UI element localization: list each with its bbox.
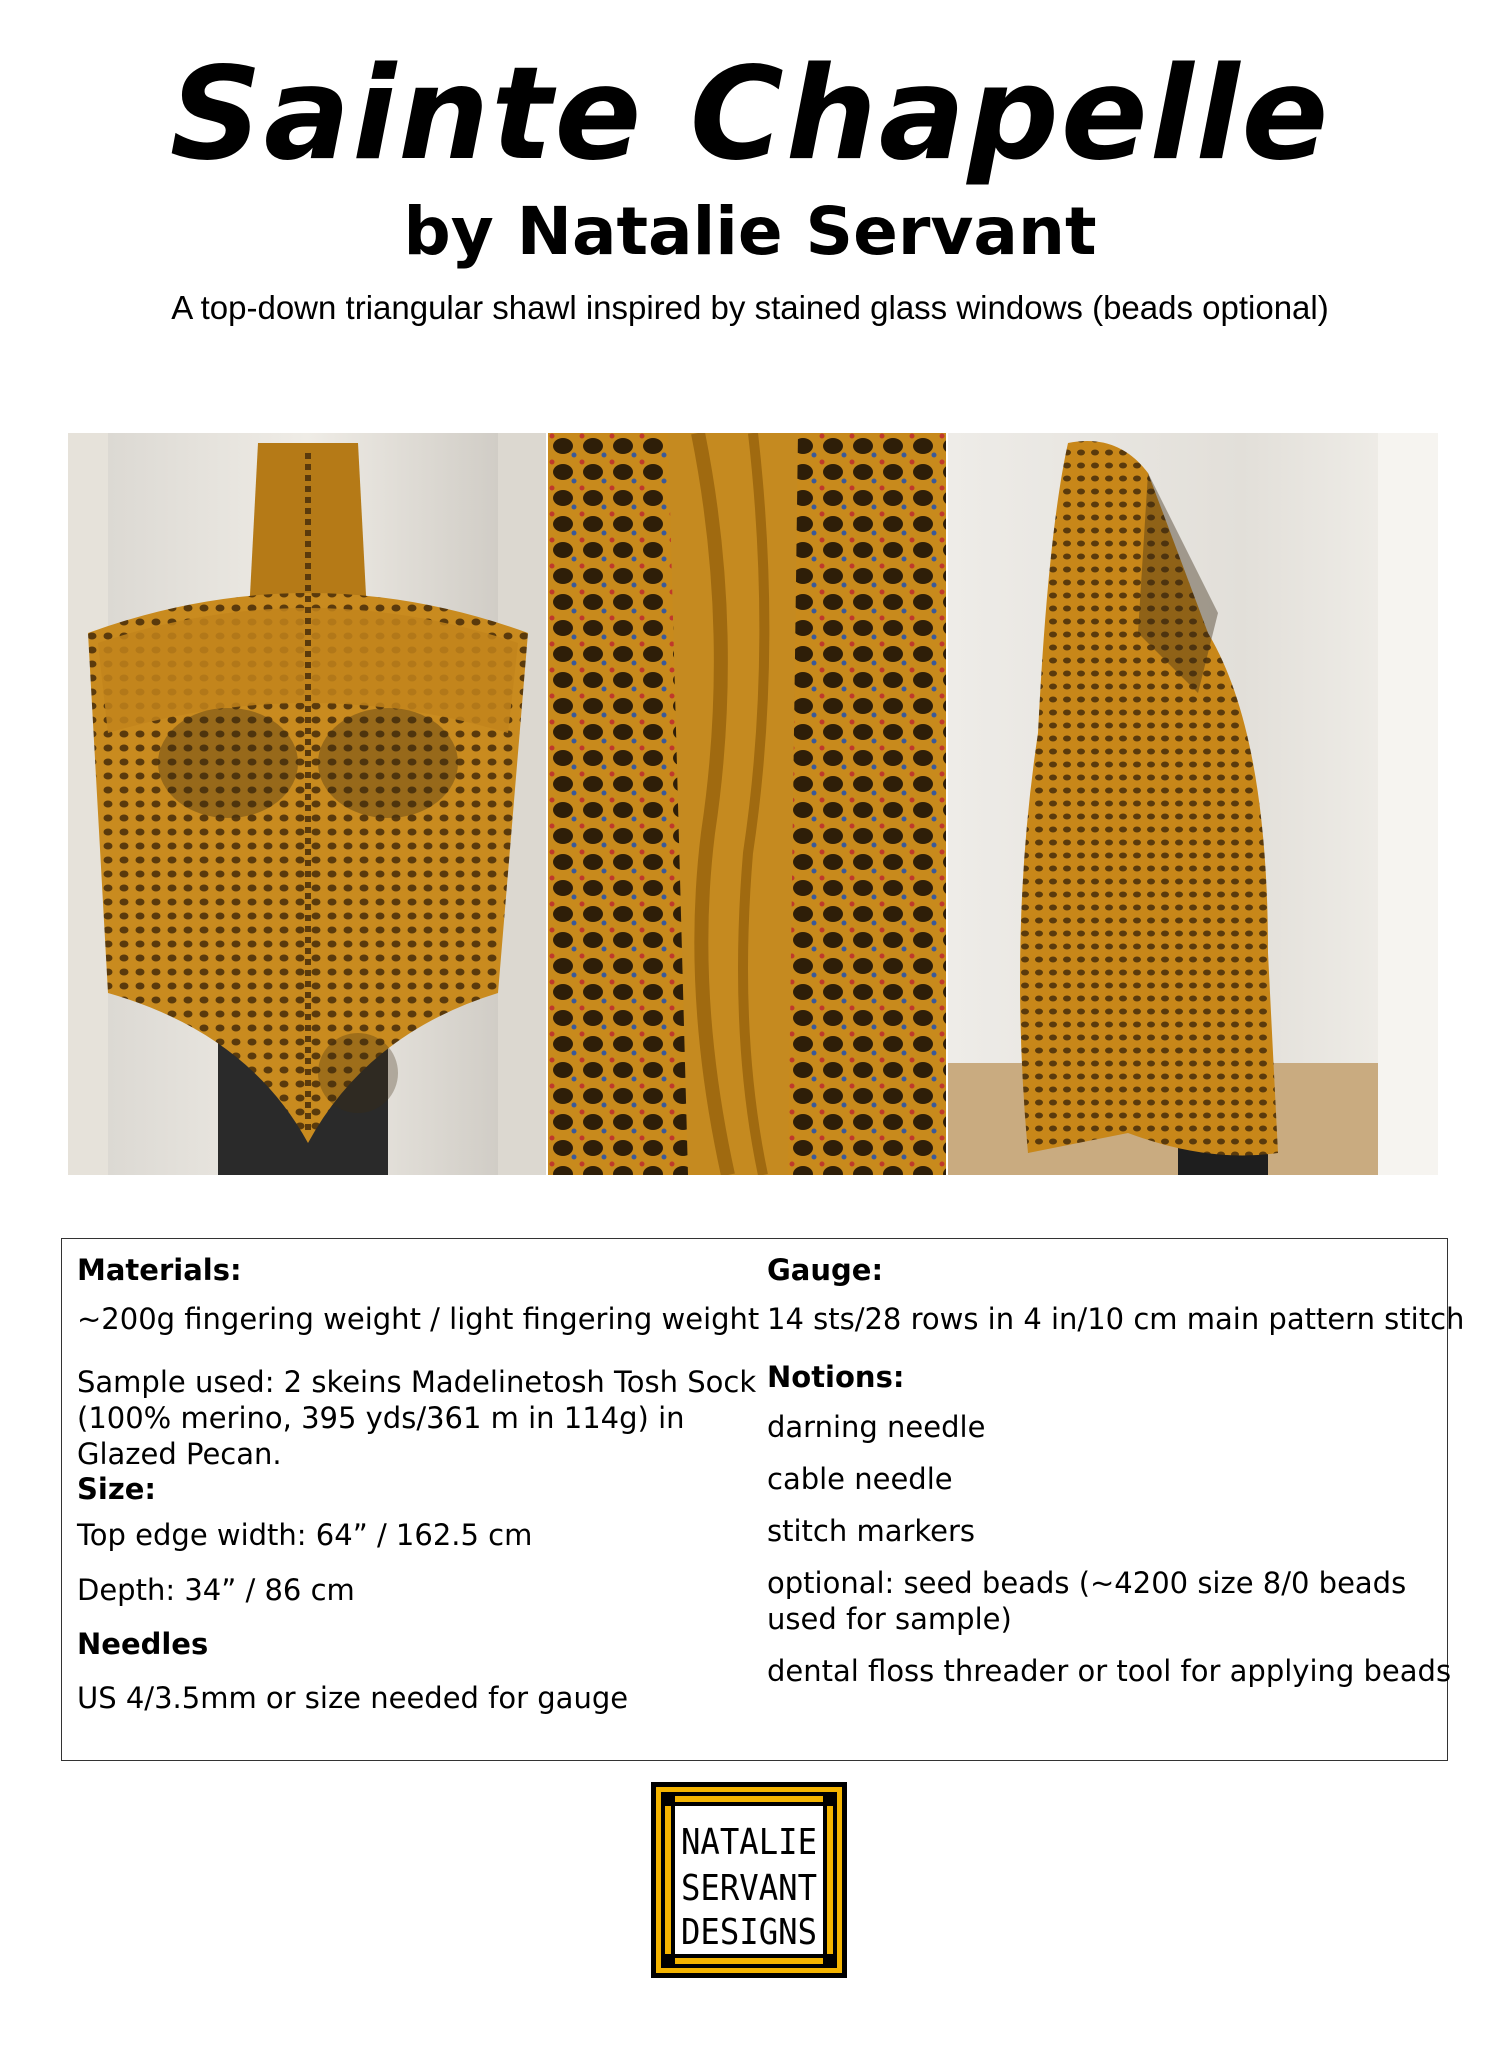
photo-strip [68,433,1438,1175]
pattern-details-box [61,1238,1465,1761]
designer-logo [651,1782,847,1978]
lace-closeup-photo [548,433,946,1175]
gauge-value: 14 sts/28 rows in 4 in/10 cm main pattern stitch [767,1302,1465,1336]
size-heading: Size: [77,1472,156,1506]
notion-item: darning needle [767,1410,986,1444]
notion-item: cable needle [767,1462,953,1496]
logo-line-2: SERVANT [681,1868,817,1909]
designer-byline: by Natalie Servant [403,193,1097,270]
sample-yarn: Sample used: 2 skeins Madelinetosh Tosh Sock (100% merino, 395 yds/361 m in 114g) in Glazed Pecan. [77,1365,757,1471]
notion-item: optional: seed beads (~4200 size 8/0 beads used for sample) [767,1566,1407,1636]
yarn-weight: ~200g fingering weight / light fingering weight [77,1302,760,1336]
logo-line-1: NATALIE [681,1822,817,1863]
size-depth: Depth: 34” / 86 cm [77,1573,355,1607]
pattern-title: Sainte Chapelle [169,40,1331,189]
shawl-side-photo [948,433,1438,1175]
notions-heading: Notions: [767,1360,905,1394]
needles-value: US 4/3.5mm or size needed for gauge [77,1681,629,1715]
materials-heading: Materials: [77,1253,242,1287]
needles-heading: Needles [77,1627,209,1661]
notion-item: dental floss threader or tool for applying beads [767,1654,1452,1688]
notion-item: stitch markers [767,1514,976,1548]
pattern-description: A top-down triangular shawl inspired by stained glass windows (beads optional) [171,289,1329,326]
size-width: Top edge width: 64” / 162.5 cm [77,1518,533,1552]
logo-line-3: DESIGNS [681,1912,817,1953]
shawl-back-photo [68,433,546,1175]
gauge-heading: Gauge: [767,1253,884,1287]
